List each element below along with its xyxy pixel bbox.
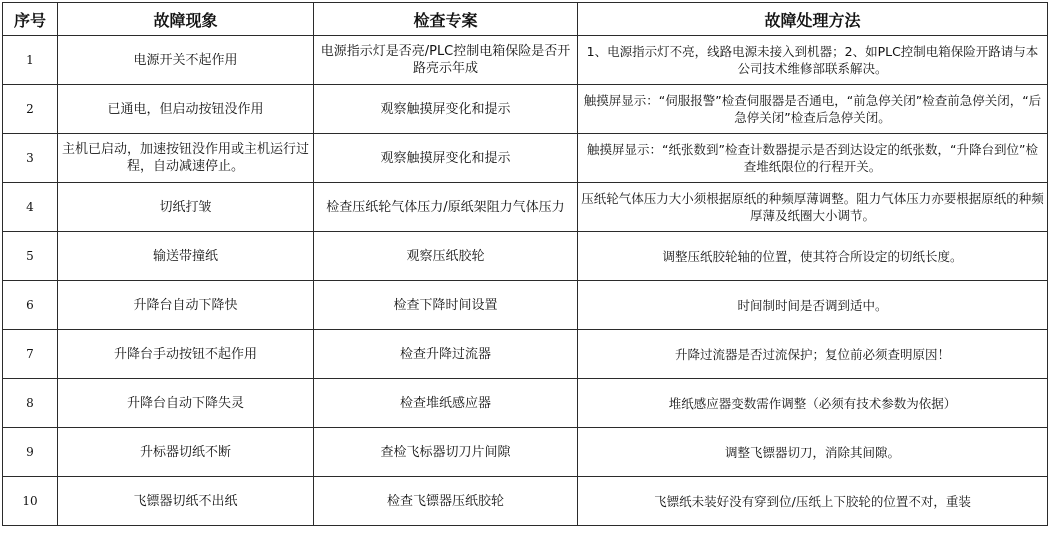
table-row [3,477,1048,526]
row-solution: 触摸屏显示：“纸张数到”检查计数器提示是否到达设定的纸张数，“升降台到位”检查堆纸限位的行程开关。 [578,134,1048,183]
row-symptom: 升标器切纸不断 [58,428,314,477]
row-symptom: 飞镖器切纸不出纸 [58,477,314,526]
row-solution: 压纸轮气体压力大小须根据原纸的种频厚薄调整。阻力气体压力亦要根据原纸的种频厚薄及纸圈大小调节。 [578,183,1048,232]
row-symptom: 已通电，但启动按钮没作用 [58,85,314,134]
table-row [3,281,1048,330]
row-serial: 1 [3,36,58,85]
row-check: 检查堆纸感应器 [314,379,578,428]
row-check: 检查压纸轮气体压力/原纸架阻力气体压力 [314,183,578,232]
row-solution: 调整压纸胶轮轴的位置，使其符合所设定的切纸长度。 [578,232,1048,281]
row-symptom: 升降台手动按钮不起作用 [58,330,314,379]
fault-table-container [2,2,1048,526]
row-symptom: 升降台自动下降快 [58,281,314,330]
row-symptom: 电源开关不起作用 [58,36,314,85]
row-serial: 5 [3,232,58,281]
table-row [3,379,1048,428]
row-symptom: 切纸打皱 [58,183,314,232]
row-solution: 时间制时间是否调到适中。 [578,281,1048,330]
row-check: 检查升降过流器 [314,330,578,379]
row-check: 观察触摸屏变化和提示 [314,134,578,183]
row-symptom: 主机已启动，加速按钮没作用或主机运行过程，自动减速停止。 [58,134,314,183]
table-row [3,330,1048,379]
row-check: 查检飞标器切刀片间隙 [314,428,578,477]
table-row [3,134,1048,183]
table-row [3,232,1048,281]
table-row [3,85,1048,134]
row-serial: 9 [3,428,58,477]
row-serial: 6 [3,281,58,330]
row-solution: 堆纸感应器变数需作调整（必须有技术参数为依据） [578,379,1048,428]
row-serial: 2 [3,85,58,134]
row-serial: 7 [3,330,58,379]
header-serial: 序号 [3,3,58,36]
table-row [3,36,1048,85]
row-serial: 4 [3,183,58,232]
header-check: 检查专案 [314,3,578,36]
table-row [3,183,1048,232]
row-solution: 飞镖纸未装好没有穿到位/压纸上下胶轮的位置不对，重装 [578,477,1048,526]
row-serial: 3 [3,134,58,183]
table-row [3,428,1048,477]
row-check: 检查下降时间设置 [314,281,578,330]
row-check: 电源指示灯是否亮/PLC控制电箱保险是否开路亮示年成 [314,36,578,85]
row-solution: 1、电源指示灯不亮，线路电源未接入到机器；2、如PLC控制电箱保险开路请与本公司技术维修部联系解决。 [578,36,1048,85]
row-serial: 8 [3,379,58,428]
row-solution: 调整飞镖器切刀，消除其间隙。 [578,428,1048,477]
row-check: 检查飞镖器压纸胶轮 [314,477,578,526]
header-row [3,3,1048,36]
row-check: 观察压纸胶轮 [314,232,578,281]
row-serial: 10 [3,477,58,526]
header-solution: 故障处理方法 [578,3,1048,36]
header-symptom: 故障现象 [58,3,314,36]
row-solution: 触摸屏显示：“伺服报警”检查伺服器是否通电，“前急停关闭”检查前急停关闭，“后急停关闭”检查后急停关闭。 [578,85,1048,134]
row-symptom: 升降台自动下降失灵 [58,379,314,428]
row-check: 观察触摸屏变化和提示 [314,85,578,134]
row-solution: 升降过流器是否过流保护；复位前必须查明原因！ [578,330,1048,379]
fault-table [2,2,1048,526]
row-symptom: 输送带撞纸 [58,232,314,281]
